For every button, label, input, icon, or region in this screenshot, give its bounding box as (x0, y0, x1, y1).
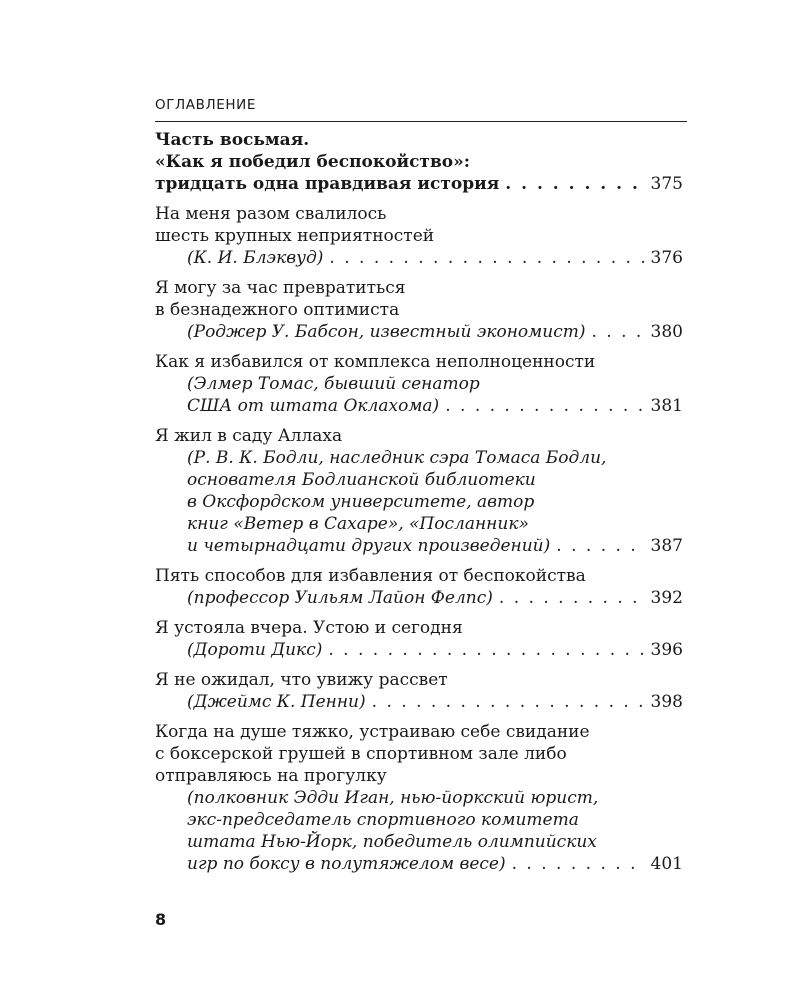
toc-entry[interactable] (155, 203, 683, 269)
leader-dots (591, 321, 644, 343)
table-of-contents (155, 129, 683, 883)
toc-entry-line: в Оксфордском университете, автор (187, 492, 535, 512)
toc-entry-author: (профессор Уильям Лайон Фелпс) (187, 588, 493, 608)
page-number: 8 (155, 910, 167, 929)
toc-entry-line: с боксерской грушей в спортивном зале либо (155, 744, 567, 764)
toc-entry-author: и четырнадцати других произведений) (187, 536, 551, 556)
toc-entry-line: «Как я победил беспокойство»: (155, 152, 471, 172)
toc-entry-line: шесть крупных неприятностей (155, 226, 435, 246)
toc-entry[interactable] (155, 425, 683, 557)
toc-entry-author: (Дороти Дикс) (187, 640, 323, 660)
toc-entry-line: Пять способов для избавления от беспокойства (155, 566, 586, 586)
toc-entry[interactable] (155, 617, 683, 661)
running-header: ОГЛАВЛЕНИЕ (155, 97, 256, 113)
leader-dots (556, 535, 644, 557)
toc-entry-last-line (155, 321, 683, 343)
toc-entry-last-line (155, 853, 683, 875)
toc-page-number: 381 (650, 396, 683, 416)
toc-entry-last-line (155, 691, 683, 713)
toc-entry-part-eight[interactable] (155, 129, 683, 195)
toc-entry-line: Часть восьмая. (155, 130, 310, 150)
toc-entry[interactable] (155, 277, 683, 343)
leader-dots (328, 639, 644, 661)
toc-page-number: 401 (650, 854, 683, 874)
toc-entry-author: (Джеймс К. Пенни) (187, 692, 366, 712)
toc-entry-line: штата Нью-Йорк, победитель олимпийских (187, 832, 597, 852)
header-rule (155, 121, 687, 122)
toc-entry-last-line (155, 395, 683, 417)
leader-dots (329, 247, 644, 269)
toc-page-number: 376 (650, 248, 683, 268)
toc-page-number: 375 (650, 174, 683, 194)
toc-entry[interactable] (155, 721, 683, 875)
toc-entry-last-line (155, 639, 683, 661)
toc-entry-author: США от штата Оклахома) (187, 396, 440, 416)
leader-dots (445, 395, 644, 417)
toc-entry-line: отправляюсь на прогулку (155, 766, 387, 786)
toc-entry-line: книг «Ветер в Сахаре», «Посланник» (187, 514, 529, 534)
leader-dots (505, 173, 644, 195)
toc-entry-last-line (155, 247, 683, 269)
toc-entry-last-line (155, 535, 683, 557)
toc-entry-author: (Роджер У. Бабсон, известный экономист) (187, 322, 586, 342)
toc-entry-line: Когда на душе тяжко, устраиваю себе свидание (155, 722, 590, 742)
toc-entry-line: Как я избавился от комплекса неполноценности (155, 352, 596, 372)
toc-entry[interactable] (155, 565, 683, 609)
toc-entry-title-end: тридцать одна правдивая история (155, 174, 500, 194)
toc-entry-line: Я жил в саду Аллаха (155, 426, 343, 446)
toc-page-number: 398 (650, 692, 683, 712)
toc-entry-line: (полковник Эдди Иган, нью-йоркский юрист, (187, 788, 599, 808)
toc-entry-line: в безнадежного оптимиста (155, 300, 400, 320)
toc-entry-last-line (155, 587, 683, 609)
toc-entry[interactable] (155, 669, 683, 713)
toc-entry-last-line (155, 173, 683, 195)
toc-entry-line: (Элмер Томас, бывший сенатор (187, 374, 480, 394)
toc-entry-line: Я не ожидал, что увижу рассвет (155, 670, 448, 690)
leader-dots (512, 853, 645, 875)
leader-dots (372, 691, 645, 713)
toc-entry-line: основателя Бодлианской библиотеки (187, 470, 536, 490)
toc-page-number: 396 (650, 640, 683, 660)
toc-page-number: 392 (650, 588, 683, 608)
toc-entry-author: (К. И. Блэквуд) (187, 248, 324, 268)
toc-page-number: 387 (650, 536, 683, 556)
toc-entry[interactable] (155, 351, 683, 417)
toc-entry-line: (Р. В. К. Бодли, наследник сэра Томаса Бодли, (187, 448, 607, 468)
toc-page-number: 380 (650, 322, 683, 342)
leader-dots (499, 587, 645, 609)
toc-entry-line: Я могу за час превратиться (155, 278, 406, 298)
toc-entry-line: На меня разом свалилось (155, 204, 387, 224)
toc-entry-line: Я устояла вчера. Устою и сегодня (155, 618, 463, 638)
toc-entry-line: экс-председатель спортивного комитета (187, 810, 579, 830)
toc-entry-author: игр по боксу в полутяжелом весе) (187, 854, 506, 874)
